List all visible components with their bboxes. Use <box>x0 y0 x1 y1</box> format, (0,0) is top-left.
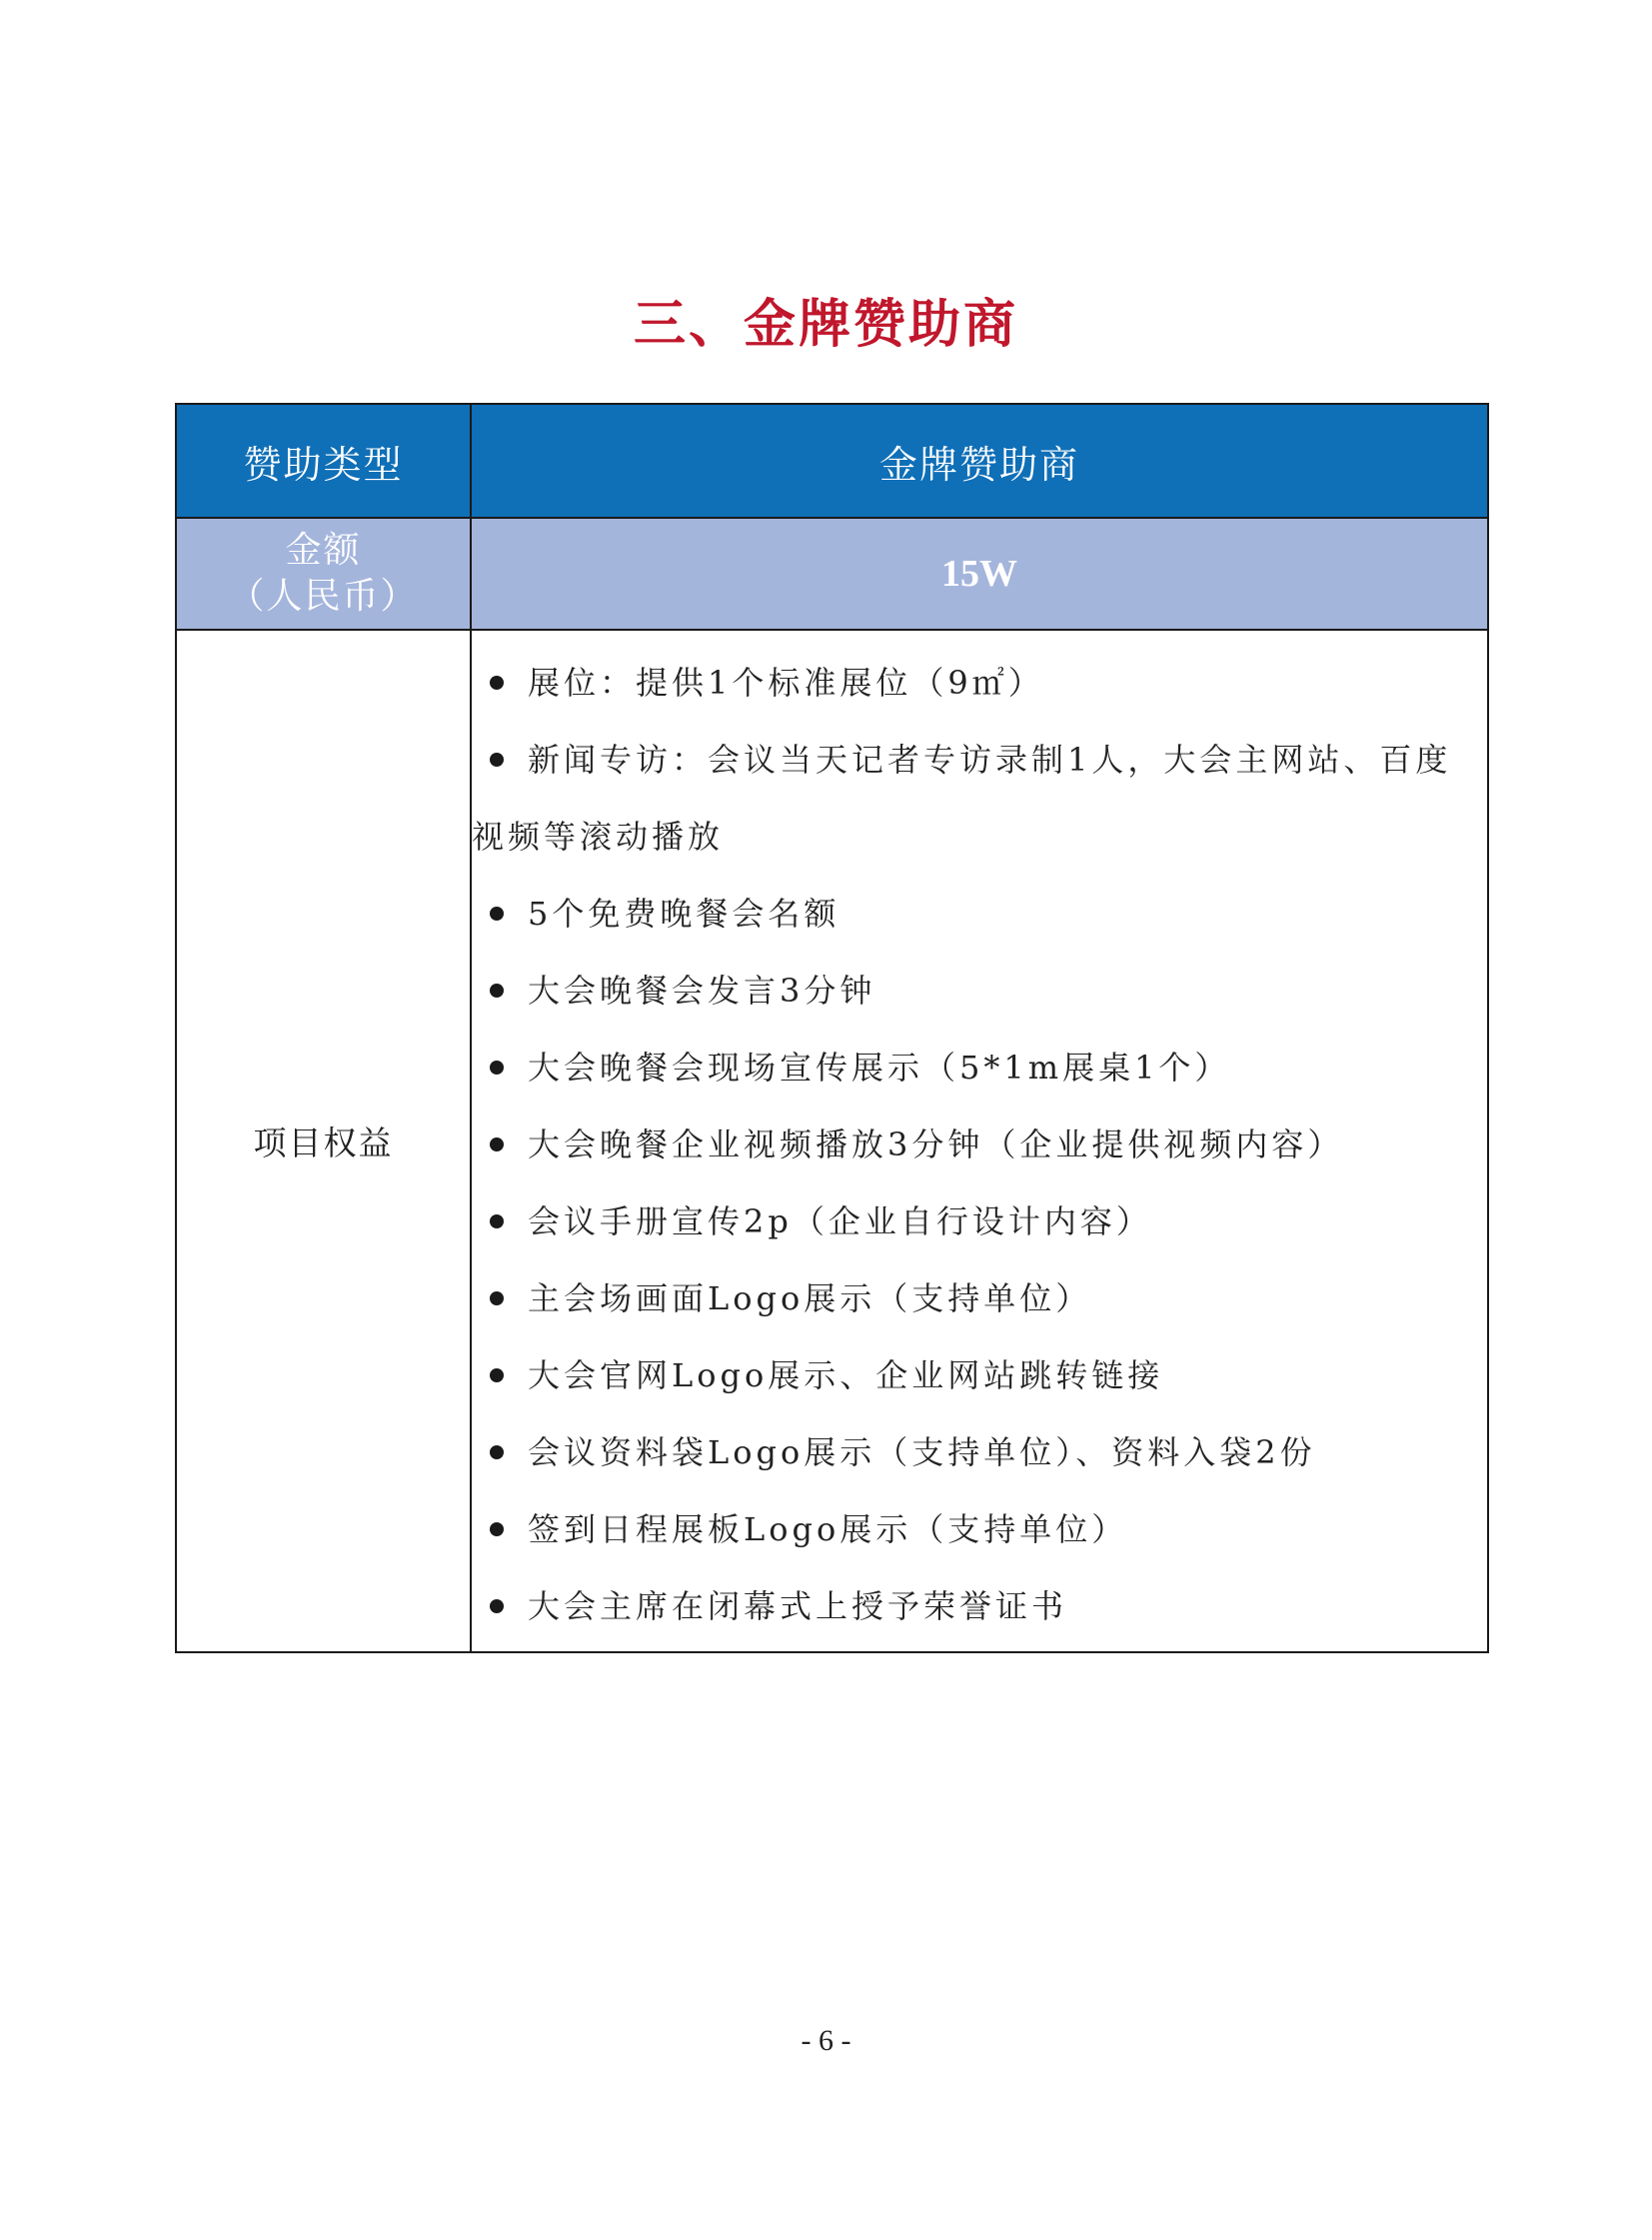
bullet-icon <box>490 1061 504 1075</box>
benefit-text: 大会晚餐企业视频播放3分钟（企业提供视频内容） <box>528 1125 1344 1163</box>
benefit-text: 5个免费晚餐会名额 <box>528 895 840 933</box>
bullet-icon <box>490 1214 504 1228</box>
benefits-row <box>176 630 1488 1652</box>
bullet-icon <box>490 676 504 690</box>
amount-currency-label: （人民币） <box>228 576 419 617</box>
list-item <box>472 1107 1477 1183</box>
bullet-icon <box>490 1522 504 1536</box>
benefits-label: 项目权益 <box>176 630 471 1652</box>
amount-value: 15W <box>941 553 1017 595</box>
list-item <box>472 1260 1477 1337</box>
list-item <box>472 1568 1477 1645</box>
list-item <box>472 953 1477 1030</box>
amount-row <box>176 518 1488 630</box>
bullet-icon <box>490 984 504 998</box>
list-item <box>472 1030 1477 1107</box>
bullet-icon <box>490 1445 504 1459</box>
list-item <box>472 1491 1477 1568</box>
page-title: 三、金牌赞助商 <box>633 295 1018 355</box>
page-number: - 6 - <box>801 2024 851 2057</box>
list-item <box>472 1414 1477 1491</box>
table-header-row <box>176 404 1488 518</box>
benefit-text: 主会场画面Logo展示（支持单位） <box>528 1279 1092 1317</box>
benefit-text: 大会晚餐会现场宣传展示（5*1m展桌1个） <box>528 1049 1231 1087</box>
amount-value-cell <box>471 518 1488 630</box>
list-item <box>472 645 1477 722</box>
benefit-text: 大会晚餐会发言3分钟 <box>528 972 876 1010</box>
header-sponsor-type: 赞助类型 <box>176 404 471 518</box>
bullet-icon <box>490 1137 504 1151</box>
list-item <box>472 1183 1477 1260</box>
bullet-icon <box>490 1599 504 1613</box>
benefit-text: 展位：提供1个标准展位（9㎡） <box>528 664 1044 702</box>
bullet-icon <box>490 1291 504 1305</box>
benefit-text: 新闻专访：会议当天记者专访录制1人，大会主网站、百度视频等滚动播放 <box>472 741 1452 856</box>
list-item <box>472 1337 1477 1414</box>
amount-label: 金额 <box>285 530 362 571</box>
benefit-text: 大会官网Logo展示、企业网站跳转链接 <box>528 1356 1164 1394</box>
benefit-text: 会议手册宣传2p（企业自行设计内容） <box>528 1202 1152 1240</box>
bullet-icon <box>490 907 504 921</box>
benefits-cell <box>471 630 1488 1652</box>
list-item <box>472 722 1477 876</box>
bullet-icon <box>490 753 504 767</box>
bullet-icon <box>490 1368 504 1382</box>
benefits-list <box>472 645 1477 1645</box>
benefit-text: 签到日程展板Logo展示（支持单位） <box>528 1510 1128 1548</box>
sponsorship-table <box>175 403 1489 1653</box>
benefit-text: 会议资料袋Logo展示（支持单位）、资料入袋2份 <box>528 1433 1316 1471</box>
list-item <box>472 876 1477 953</box>
amount-label-cell <box>176 518 471 630</box>
benefit-text: 大会主席在闭幕式上授予荣誉证书 <box>528 1587 1068 1625</box>
header-gold-sponsor: 金牌赞助商 <box>471 404 1488 518</box>
